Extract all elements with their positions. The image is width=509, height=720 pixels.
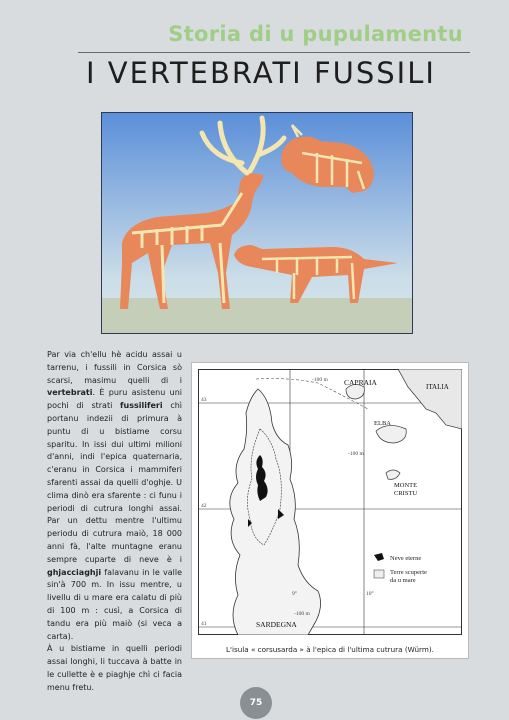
article-text: . È puru asistenu uni pochi di strati	[47, 388, 182, 411]
article-paragraph-1	[47, 349, 182, 643]
label-monte-cristu: MONTE CRISTU	[394, 482, 418, 497]
legend-neve-eterne: Neve eterne	[390, 555, 422, 562]
label-elba: ELBA	[374, 420, 391, 427]
article-text: chì portanu indezii di primura à puntu di u bistiame corsu sparitu. In issi dui ultimi milioni d'anni, indi l'epica quaternaria, c'eranu in Corsica i mammiferi sfarenti assai da quelli d'oghje. U clima dinò era sfarente : ci funu i periodi di cutrura longhi assai. Par un dettu mentre l'ultimu periodu di cutrura maiò, 18 000 anni fà, l'alte muntagne eranu sempre cuparte di neve è i	[47, 401, 183, 564]
label-lon-9: 9°	[292, 591, 297, 597]
article-text: Par via ch'ellu hè acidu assai u tarrenu, i fussili in Corsica sò scarsi, masimu quelli di i	[47, 350, 182, 385]
label-isobath-mid: -100 m	[348, 451, 364, 457]
keyword-vertebrati: vertebrati	[47, 388, 93, 398]
fossil-vertebrates-illustration	[101, 112, 413, 334]
label-isobath-top: -100 m	[312, 377, 328, 383]
legend-terre-scuperte-line1: Terre scuperte	[390, 569, 427, 576]
keyword-fussiliferi: fussiliferi	[120, 401, 163, 411]
label-lat-42: 42	[201, 503, 207, 509]
label-isobath-bottom: -100 m	[294, 611, 310, 617]
article-text: falavanu in le valle sin'à 700 m. In issu mentre, u livellu di u mare era calatu di più di 100 m : cusì, a Corsica di tandu era più maiò (si veca a carta).	[47, 567, 182, 641]
article-paragraph-2: À u bistiame in quelli periodi assai longhi, li tuccava à batte in le cullette è e piaghje chì ci facia menu fretu.	[47, 644, 182, 692]
label-italia: ITALIA	[426, 383, 449, 391]
section-kicker: Storia di u pupulamentu	[168, 22, 463, 46]
keyword-ghjacciaghji: ghjacciaghji	[47, 567, 102, 577]
map	[198, 369, 462, 635]
label-lat-43: 43	[201, 397, 207, 403]
article-body	[47, 349, 182, 695]
label-sardegna: SARDEGNA	[256, 620, 297, 629]
map-caption: L'isula « corsusarda » à l'epica di l'ultima cutrura (Würm).	[226, 645, 434, 654]
map-figure	[191, 362, 469, 659]
label-lon-10: 10°	[366, 591, 374, 597]
label-capraia: CAPRAIA	[344, 378, 377, 387]
page-number: 75	[240, 687, 272, 719]
title-rule	[78, 52, 470, 53]
page-title: I VERTEBRATI FUSSILI	[86, 56, 436, 90]
legend-terre-scuperte-line2: da u mare	[390, 577, 416, 584]
label-lat-41: 41	[201, 621, 207, 627]
